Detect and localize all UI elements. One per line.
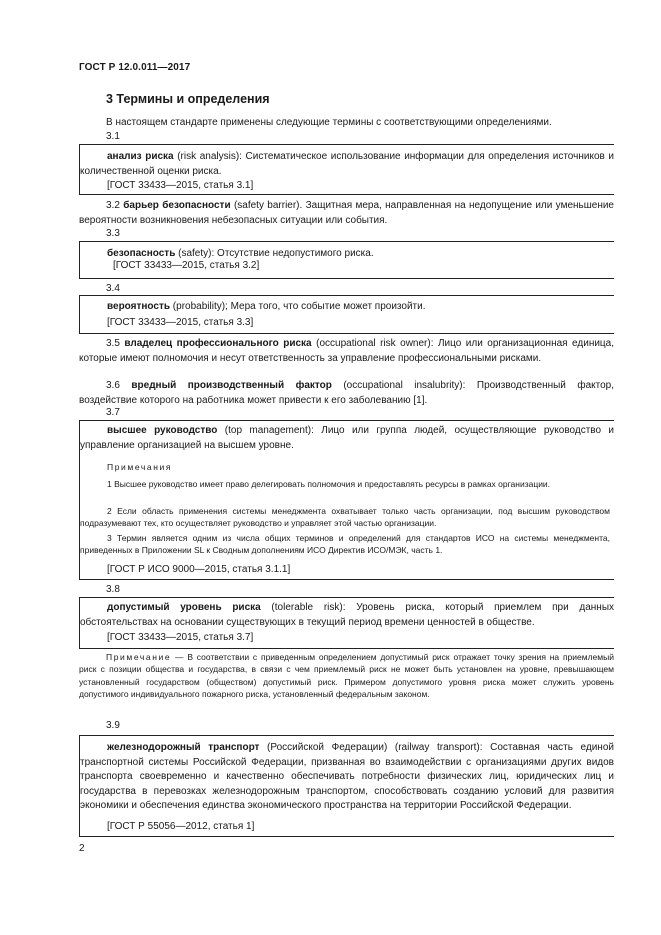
- term-definition-3-4: вероятность (probability); Мера того, что событие может произойти.: [107, 301, 426, 312]
- term-number-3-9: 3.9: [106, 720, 120, 731]
- term-definition-3-8: допустимый уровень риска (tolerable risk): Уровень риска, который приемлем при данных обстоятельствах на основании существующих в текущий период времени ценностей в обществе.: [80, 602, 615, 628]
- term-name: допустимый уровень риска: [107, 602, 261, 613]
- term-number-3-1: 3.1: [106, 131, 120, 142]
- term-reference-3-4: [ГОСТ 33433—2015, статья 3.3]: [107, 317, 254, 328]
- notes-heading: Примечания: [107, 462, 173, 472]
- intro-paragraph: В настоящем стандарте применены следующие термины с соответствующими определениями.: [106, 117, 552, 128]
- term-number-3-7: 3.7: [106, 407, 120, 418]
- term-definition-3-7: высшее руководство (top management): Лицо или группа людей, осуществляющие руководство и управление организацией на высшем уровне.: [80, 425, 615, 451]
- term-name: высшее руководство: [107, 425, 218, 436]
- term-name: безопасность: [107, 248, 176, 259]
- term-number-3-3: 3.3: [106, 228, 120, 239]
- document-header: ГОСТ Р 12.0.011—2017: [79, 62, 191, 73]
- section-title: 3 Термины и определения: [106, 92, 270, 106]
- term-paragraph-3-2: 3.2 барьер безопасности (safety barrier). Защитная мера, направленная на недопущение или уменьшение вероятности возникновения небезопасных ситуации или события.: [79, 200, 614, 226]
- term-reference-3-3: [ГОСТ 33433—2015, статья 3.2]: [113, 260, 260, 271]
- term-note-3-8: Примечание — В соответствии с приведенным определением допустимый риск отражает точку зрения на приемлемый риск с позиции общества и государства, в связи с чем приемлемый риск не может быть установлен на уровне, превышающем установленный государством (обществом) допустимый риск. Примером допустимого уровня риска может служить уровень допустимого индивидуального пожарного риска, установленный федеральным законом.: [79, 652, 614, 699]
- note-3: 3 Термин является одним из числа общих терминов и определений для стандартов ИСО на системы менеджмента, приведенных в Приложении SL к Сводным дополнениям ИСО Директив ИСО/МЭК, часть 1.: [80, 533, 610, 556]
- term-name: анализ риска: [107, 151, 174, 162]
- term-paragraph-3-6: 3.6 вредный производственный фактор (occupational insalubrity): Производственный фактор, воздействие которого на работника может привести к его заболеванию [1].: [79, 380, 614, 406]
- term-number-3-4: 3.4: [106, 283, 120, 294]
- page-number: 2: [79, 843, 85, 854]
- term-box-3-7: [79, 420, 614, 580]
- term-box-3-9: [79, 735, 614, 837]
- term-name: вероятность: [107, 301, 171, 312]
- term-reference-3-1: [ГОСТ 33433—2015, статья 3.1]: [107, 180, 254, 191]
- term-name: железнодорожный транспорт: [107, 742, 260, 753]
- term-name: вредный производственный фактор: [131, 380, 332, 391]
- term-box-3-1: [79, 144, 614, 195]
- note-1: 1 Высшее руководство имеет право делегировать полномочия и предоставлять ресурсы в рамках организации.: [107, 479, 551, 489]
- term-number-3-8: 3.8: [106, 584, 120, 595]
- term-box-3-4: [79, 295, 614, 334]
- term-definition-3-3: безопасность (safety): Отсутствие недопустимого риска.: [107, 248, 374, 259]
- term-box-3-3: [79, 241, 614, 279]
- term-definition-3-1: анализ риска (risk analysis): Систематическое использование информации для определения источников и количественной оценки риска.: [80, 151, 615, 177]
- term-reference-3-9: [ГОСТ Р 55056—2012, статья 1]: [107, 821, 255, 832]
- term-reference-3-8: [ГОСТ 33433—2015, статья 3.7]: [107, 632, 254, 643]
- term-reference-3-7: [ГОСТ Р ИСО 9000—2015, статья 3.1.1]: [107, 564, 291, 575]
- note-2: 2 Если область применения системы менеджмента охватывает только часть организации, под высшим руководством подразумевают тех, кто осуществляет руководство и управляет этой частью организации.: [80, 506, 610, 529]
- term-box-3-8: [79, 597, 614, 649]
- term-paragraph-3-5: 3.5 владелец профессионального риска (occupational risk owner): Лицо или организационная единица, которые имеют полномочия и несут ответственность за управление профессиональными рисками.: [79, 338, 614, 364]
- term-name: владелец профессионального риска: [124, 338, 312, 349]
- term-name: барьер безопасности: [123, 200, 231, 211]
- term-definition-3-9: железнодорожный транспорт (Российской Федерации) (railway transport): Составная часть единой транспортной системы Российской Федерации, призванная во взаимодействии с организациями других видов транспорта своевременно и качественно обеспечивать потребности физических лиц, юридических лиц и государства в перевозках железнодорожным транспортом, способствовать созданию условий для развития экономики и обеспечения единства экономического пространства на территории Российской Федерации.: [80, 742, 614, 811]
